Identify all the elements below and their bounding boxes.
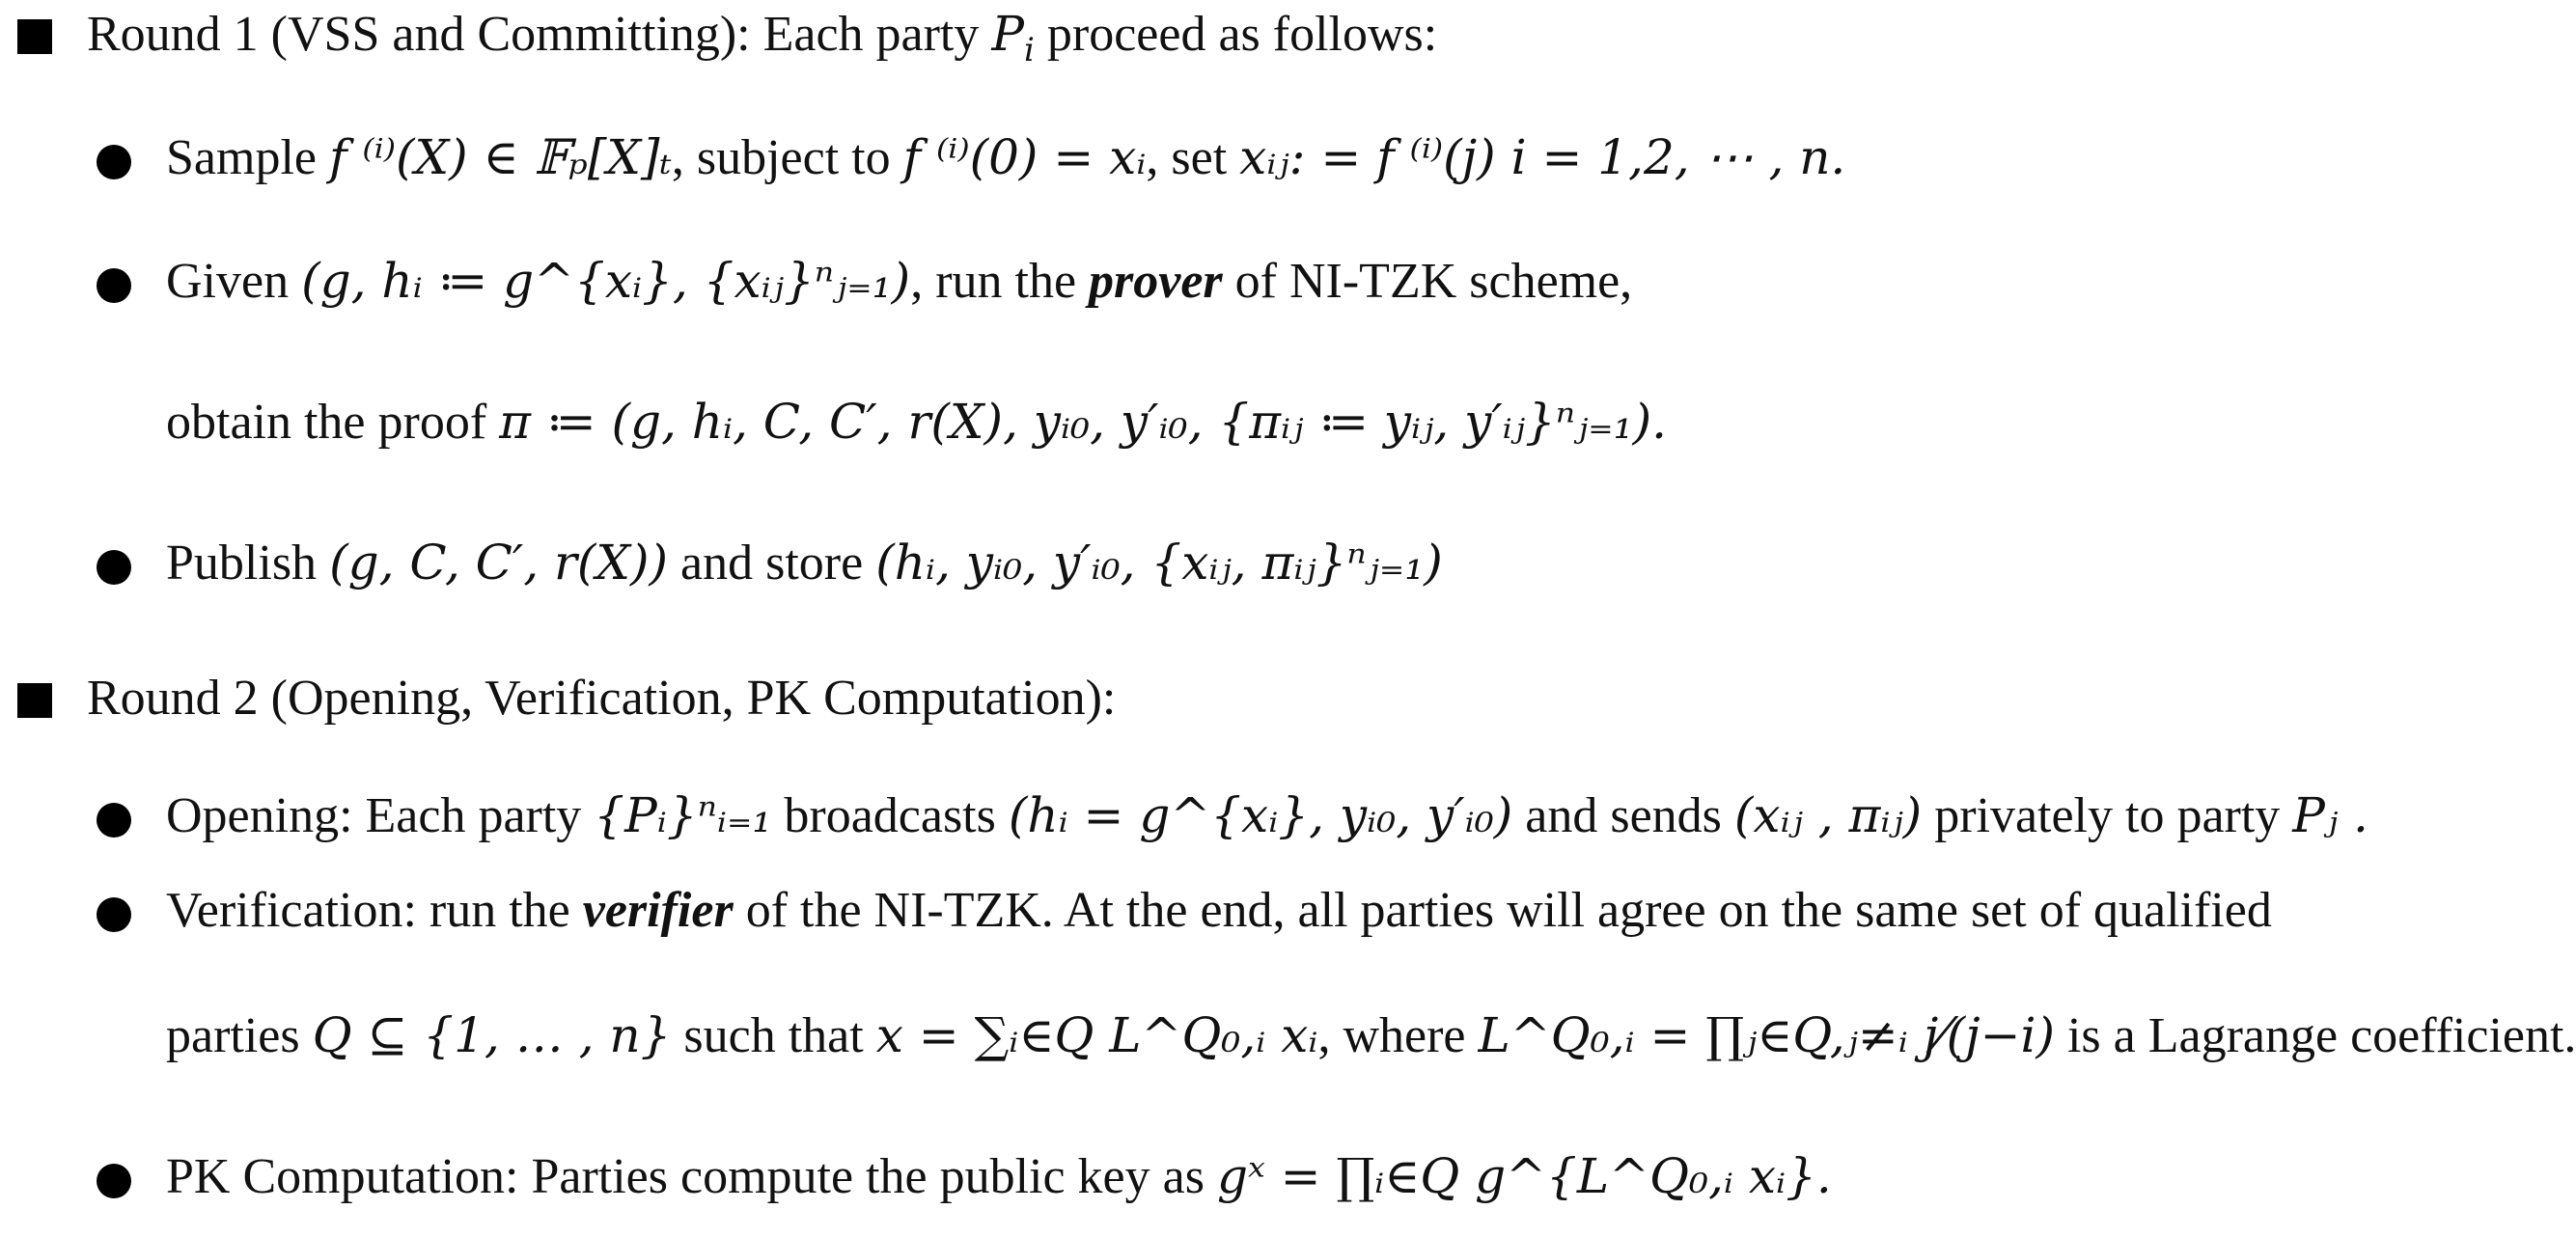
- round2-item3-bullet-icon: [97, 1164, 131, 1198]
- round1-item1-bullet-icon: [97, 145, 131, 179]
- round1-title: Round 1 (VSS and Committing): Each party: [87, 7, 992, 62]
- round2-square-bullet-icon: [17, 683, 52, 718]
- round1-heading: [87, 6, 1438, 69]
- round2-item1: Opening: Each party {Pᵢ}ⁿᵢ₌₁ broadcasts (hᵢ = g^{xᵢ}, yᵢ₀, y′ᵢ₀) and sends (xᵢⱼ , πᵢⱼ) privately to party Pⱼ .: [166, 787, 2368, 843]
- verifier-keyword: verifier: [582, 883, 734, 938]
- round1-item3: Publish (g, C, C′, r(X)) and store (hᵢ, yᵢ₀, y′ᵢ₀, {xᵢⱼ, πᵢⱼ}ⁿⱼ₌₁): [166, 535, 1443, 591]
- round2-item2: Verification: run the verifier of the NI-TZK. At the end, all parties will agree on the same set of qualified: [166, 883, 2272, 938]
- round1-item2-continuation: obtain the proof π ≔ (g, hᵢ, C, C′, r(X), yᵢ₀, y′ᵢ₀, {πᵢⱼ ≔ yᵢⱼ, y′ᵢⱼ}ⁿⱼ₌₁).: [166, 394, 1668, 450]
- round2-heading: Round 2 (Opening, Verification, PK Computation):: [87, 671, 1117, 726]
- prover-keyword: prover: [1089, 254, 1223, 309]
- round1-square-bullet-icon: [17, 19, 52, 54]
- round2-item1-bullet-icon: [97, 803, 131, 838]
- round2-item3: PK Computation: Parties compute the public key as gˣ = ∏ᵢ∈Q g^{L^Q₀,ᵢ xᵢ}.: [166, 1148, 1832, 1204]
- round1-item3-bullet-icon: [97, 550, 131, 585]
- round1-title-end: proceed as follows:: [1034, 7, 1438, 62]
- round1-item2: Given (g, hᵢ ≔ g^{xᵢ}, {xᵢⱼ}ⁿⱼ₌₁), run the prover of NI-TZK scheme,: [166, 253, 1633, 309]
- round2-item2-continuation: parties Q ⊆ {1, … , n} such that x = ∑ᵢ∈Q L^Q₀,ᵢ xᵢ, where L^Q₀,ᵢ = ∏ⱼ∈Q,ⱼ≠ᵢ j⁄(j−i) is a Lagrange coefficient.: [166, 1007, 2576, 1063]
- round1-title-math: $P_i$: [991, 6, 1035, 69]
- round2-item2-bullet-icon: [97, 897, 131, 932]
- round1-item2-bullet-icon: [97, 268, 131, 303]
- round1-item1: Sample f ⁽ⁱ⁾(X) ∈ 𝔽ₚ[X]ₜ, subject to f ⁽ⁱ⁾(0) = xᵢ, set xᵢⱼ: = f ⁽ⁱ⁾(j) i = 1,2, ⋯ , n.: [166, 129, 1846, 185]
